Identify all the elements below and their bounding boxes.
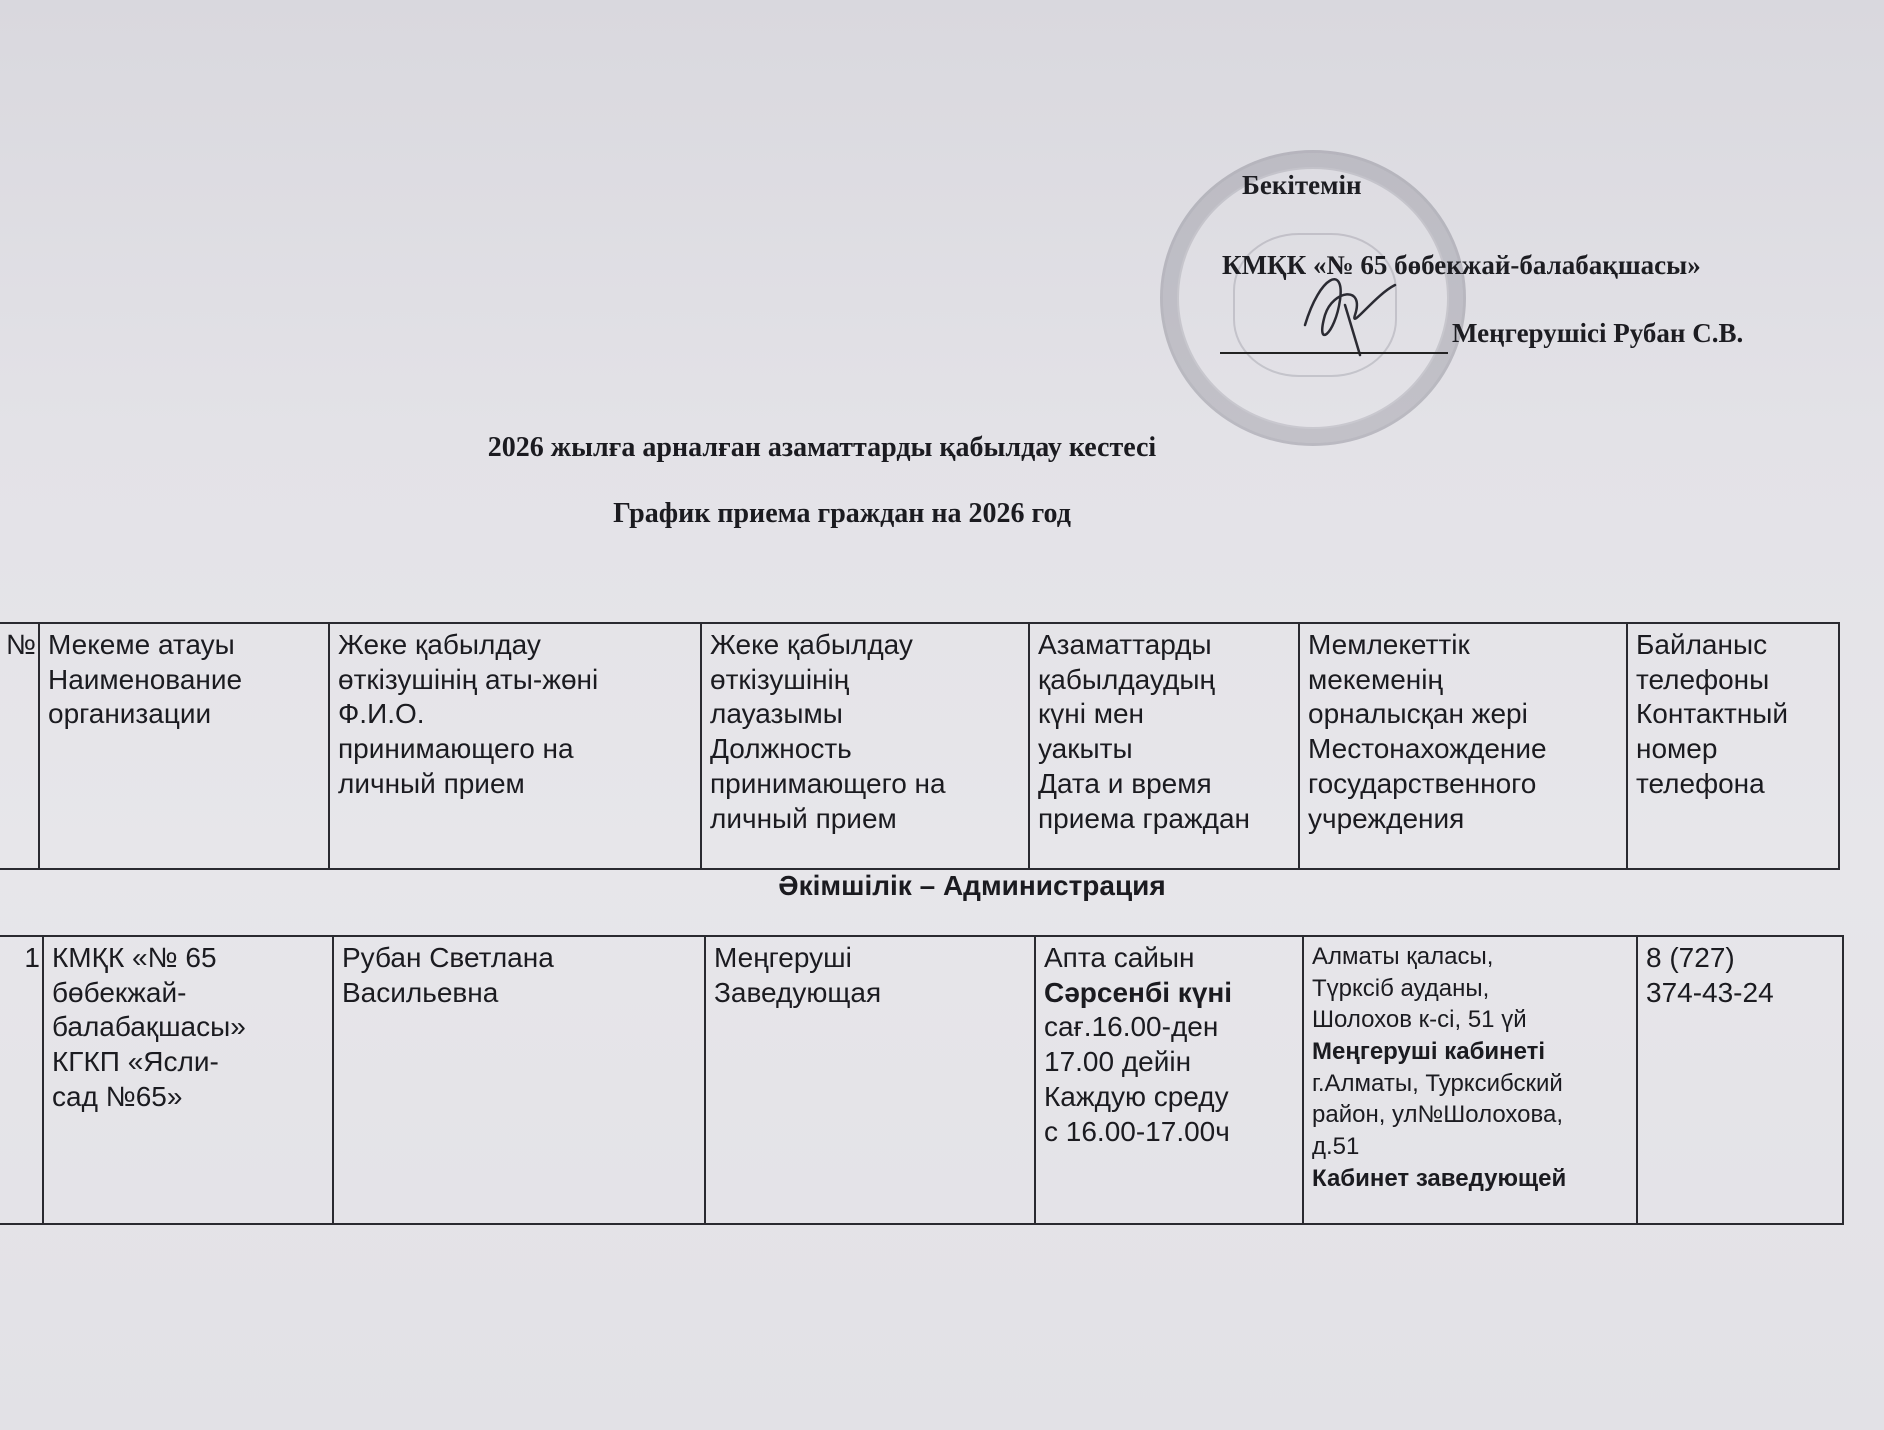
- column-header: Байланыс телефоны Контактный номер телефона: [1627, 623, 1839, 869]
- title-kazakh: 2026 жылға арналған азаматтарды қабылдау кестесі: [487, 432, 1157, 463]
- schedule-data-table: [0, 935, 1844, 1225]
- cell-address: Алматы қаласы, Түрксіб ауданы, Шолохов к-сі, 51 үй Меңгеруші кабинеті г.Алматы, Турксибский район, ул№Шолохова, д.51 Кабинет заведующей: [1303, 936, 1637, 1224]
- title-russian: График приема граждан на 2026 год: [613, 498, 1071, 529]
- approval-signer: Меңгерушісі Рубан С.В.: [1452, 318, 1744, 348]
- header-row: [0, 623, 1839, 869]
- section-heading: Әкімшілік – Администрация: [778, 870, 1166, 901]
- cell-full-name: Рубан Светлана Васильевна: [333, 936, 705, 1224]
- cell-organization: КМҚК «№ 65 бөбекжай- балабақшасы» КГКП «Ясли- сад №65»: [43, 936, 333, 1224]
- column-header: Азаматтарды қабылдаудың күні мен уакыты Дата и время приема граждан: [1029, 623, 1299, 869]
- cell-phone: 8 (727) 374-43-24: [1637, 936, 1843, 1224]
- row-number: 1: [0, 936, 43, 1224]
- column-header: Жеке қабылдау өткізушінің лауазымы Должность принимающего на личный прием: [701, 623, 1029, 869]
- cell-reception-time: Апта сайын Сәрсенбі күні сағ.16.00-ден 17.00 дейін Каждую среду с 16.00-17.00ч: [1035, 936, 1303, 1224]
- column-header: Жеке қабылдау өткізушінің аты-жөні Ф.И.О. принимающего на личный прием: [329, 623, 701, 869]
- column-header: №: [0, 623, 39, 869]
- cell-position: Меңгеруші Заведующая: [705, 936, 1035, 1224]
- schedule-header-table: [0, 622, 1840, 870]
- column-header: Мекеме атауы Наименование организации: [39, 623, 329, 869]
- column-header: Мемлекеттік мекеменің орналысқан жері Местонахождение государственного учреждения: [1299, 623, 1627, 869]
- approval-heading: Бекітемін: [1242, 170, 1362, 200]
- signature-line: [1220, 352, 1448, 354]
- approval-organization: КМҚК «№ 65 бөбекжай-балабақшасы»: [1222, 250, 1701, 280]
- table-row: [0, 936, 1843, 1224]
